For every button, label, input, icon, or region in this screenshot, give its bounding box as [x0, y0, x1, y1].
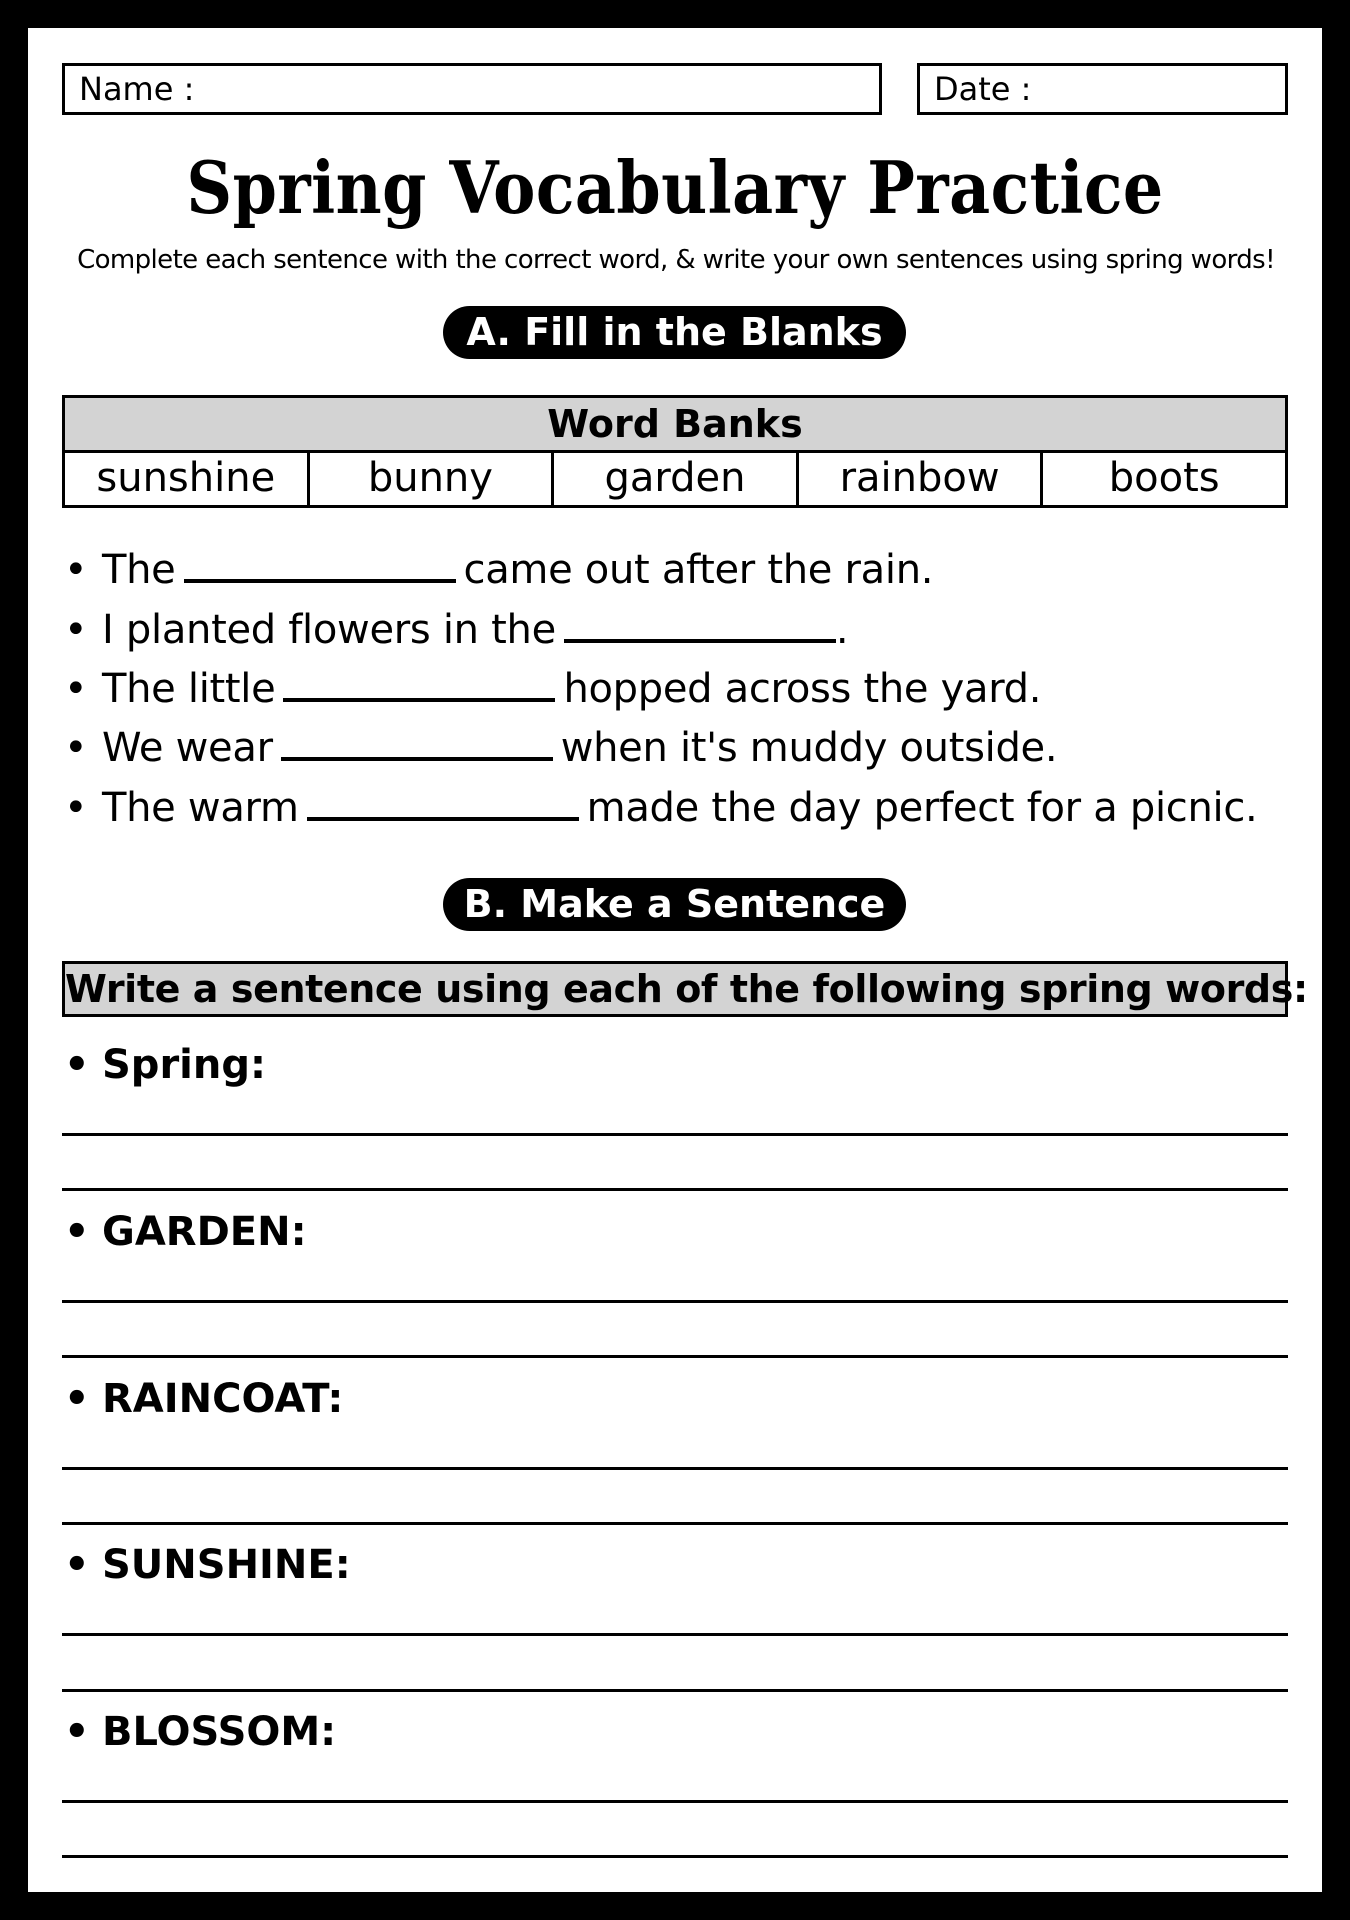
- word-bank-word: bunny: [310, 453, 555, 505]
- sentence-prompt: Write a sentence using each of the following spring words:: [62, 961, 1288, 1017]
- section-a-heading: A. Fill in the Blanks: [443, 306, 906, 359]
- answer-blank[interactable]: [307, 787, 579, 821]
- section-b-heading: B. Make a Sentence: [443, 878, 906, 931]
- bullet: •: [64, 547, 88, 593]
- name-label: Name :: [79, 70, 195, 108]
- fill-blank-sentence: • I planted flowers in the .: [64, 607, 849, 653]
- bullet: •: [64, 1376, 90, 1422]
- word-bank-row: [65, 453, 1285, 505]
- word-bank-word: boots: [1108, 455, 1220, 501]
- word-bank-word: rainbow: [799, 453, 1044, 505]
- word-bank-word: sunshine: [65, 453, 310, 505]
- writing-line[interactable]: [62, 1522, 1288, 1525]
- date-label: Date :: [934, 70, 1032, 108]
- word-bank-title: Word Banks: [65, 398, 1285, 453]
- name-field[interactable]: [62, 63, 882, 115]
- fill-blank-sentence: • The came out after the rain.: [64, 547, 934, 593]
- writing-line[interactable]: [62, 1689, 1288, 1692]
- word-bank-table: [62, 395, 1288, 508]
- writing-line[interactable]: [62, 1355, 1288, 1358]
- bullet: •: [64, 1042, 90, 1088]
- bullet: •: [64, 1542, 90, 1588]
- answer-blank[interactable]: [283, 668, 555, 702]
- bullet: •: [64, 607, 88, 653]
- writing-line[interactable]: [62, 1300, 1288, 1303]
- writing-line[interactable]: [62, 1467, 1288, 1470]
- spring-word-label: • RAINCOAT:: [64, 1376, 344, 1422]
- date-field[interactable]: [917, 63, 1288, 115]
- answer-blank[interactable]: [281, 727, 553, 761]
- writing-line[interactable]: [62, 1855, 1288, 1858]
- page-title: Spring Vocabulary Practice: [186, 145, 1164, 230]
- spring-word-label: • BLOSSOM:: [64, 1709, 337, 1755]
- bullet: •: [64, 1709, 90, 1755]
- spring-word-label: • GARDEN:: [64, 1209, 307, 1255]
- bullet: •: [64, 785, 88, 831]
- bullet: •: [64, 666, 88, 712]
- spring-word-label: • SUNSHINE:: [64, 1542, 351, 1588]
- writing-line[interactable]: [62, 1133, 1288, 1136]
- fill-blank-sentence: • The warm made the day perfect for a picnic.: [64, 785, 1258, 831]
- answer-blank[interactable]: [564, 609, 836, 643]
- writing-line[interactable]: [62, 1800, 1288, 1803]
- spring-word-label: • Spring:: [64, 1042, 266, 1088]
- writing-line[interactable]: [62, 1188, 1288, 1191]
- writing-line[interactable]: [62, 1633, 1288, 1636]
- word-bank-word: garden: [554, 453, 799, 505]
- fill-blank-sentence: • The little hopped across the yard.: [64, 666, 1042, 712]
- bullet: •: [64, 725, 88, 771]
- answer-blank[interactable]: [184, 549, 456, 583]
- bullet: •: [64, 1209, 90, 1255]
- fill-blank-sentence: • We wear when it's muddy outside.: [64, 725, 1058, 771]
- page-subtitle: Complete each sentence with the correct word, & write your own sentences using spring words!: [77, 245, 1275, 275]
